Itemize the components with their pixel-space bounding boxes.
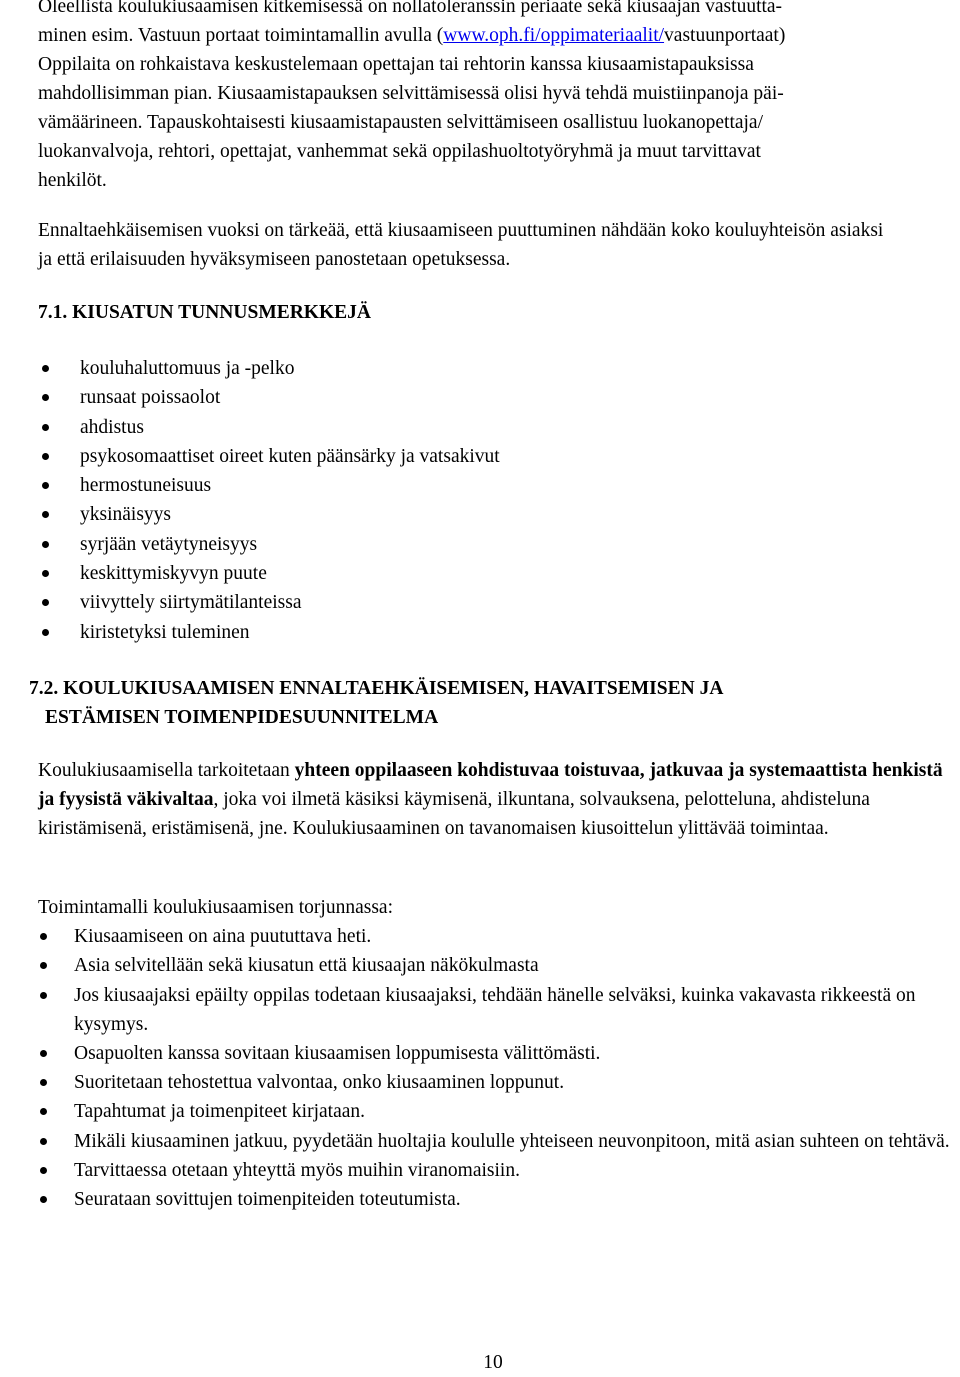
definition-emphasis: yhteen oppilaaseen kohdistuvaa toistuvaa, jatkuvaa ja systemaattista henkistä ja fyysistä väkivaltaa — [38, 760, 943, 810]
intro-line: Oppilaita on rohkaistava keskustelemaan opettajan tai rehtorin kanssa kiusaamistapauksissa — [38, 54, 754, 75]
list-item: Tarvittaessa otetaan yhteyttä myös muihin viranomaisiin. — [38, 1156, 958, 1185]
page-number: 10 — [483, 1352, 503, 1373]
list-item: ahdistus — [38, 413, 500, 442]
model-intro: Toimintamalli koulukiusaamisen torjunnassa: — [38, 897, 393, 918]
list-item: keskittymiskyvyn puute — [38, 559, 500, 588]
list-item: syrjään vetäytyneisyys — [38, 530, 500, 559]
list-item: Osapuolten kanssa sovitaan kiusaamisen loppumisesta välittömästi. — [38, 1039, 958, 1068]
list-item: kiristetyksi tuleminen — [38, 618, 500, 647]
list-item: psykosomaattiset oireet kuten päänsärky ja vatsakivut — [38, 442, 500, 471]
list-item: Jos kiusaajaksi epäilty oppilas todetaan kiusaajaksi, tehdään hänelle selväksi, kuinka vakavasta rikkeestä on kysymys. — [38, 981, 958, 1039]
intro-line: henkilöt. — [38, 170, 107, 191]
definition-paragraph: Koulukiusaamisella tarkoitetaan yhteen oppilaaseen kohdistuvaa toistuvaa, jatkuvaa ja systemaattista henkistä ja fyysistä väkivaltaa, joka voi ilmetä käsiksi käymisenä, ilkuntana, solvauksena, pelotteluna, ahdisteluna kiristämisenä, eristämisenä, jne. Koulukiusaaminen on tavanomaisen kiusoittelun ylittävää toimintaa. — [38, 760, 943, 839]
list-item: Mikäli kiusaaminen jatkuu, pyydetään huoltajia koululle yhteiseen neuvonpitoon, mitä asian suhteen on tehtävä. — [38, 1127, 958, 1156]
oph-link[interactable]: www.oph.fi/oppimateriaalit/ — [443, 25, 665, 46]
prevention-paragraph: Ennaltaehkäisemisen vuoksi on tärkeää, että kiusaamiseen puuttuminen nähdään koko kouluyhteisön asiaksi ja että erilaisuuden hyväksymiseen panostetaan opetuksessa. — [38, 220, 884, 270]
intro-line: mahdollisimman pian. Kiusaamistapauksen selvittämisessä olisi hyvä tehdä muistiinpanoja päi- — [38, 83, 784, 104]
list-item: Suoritetaan tehostettua valvontaa, onko kiusaaminen loppunut. — [38, 1068, 958, 1097]
intro-line: minen esim. Vastuun portaat toimintamallin avulla (www.oph.fi/oppimateriaalit/vastuunportaat) — [38, 25, 786, 46]
list-item: Seurataan sovittujen toimenpiteiden toteutumista. — [38, 1185, 958, 1214]
list-item: kouluhaluttomuus ja -pelko — [38, 354, 500, 383]
list-item: runsaat poissaolot — [38, 383, 500, 412]
list-item: yksinäisyys — [38, 500, 500, 529]
list-item: Asia selvitellään sekä kiusatun että kiusaajan näkökulmasta — [38, 951, 958, 980]
intro-line: Oleellista koulukiusaamisen kitkemisessä on nollatoleranssin periaate sekä kiusaajan vastuutta- — [38, 0, 783, 17]
section-7-1-heading: 7.1. KIUSATUN TUNNUSMERKKEJÄ — [38, 302, 371, 323]
list-item: Kiusaamiseen on aina puututtava heti. — [38, 922, 958, 951]
section-7-2-heading: 7.2. KOULUKIUSAAMISEN ENNALTAEHKÄISEMISEN, HAVAITSEMISEN JA ESTÄMISEN TOIMENPIDESUUNNITELMA — [29, 678, 724, 728]
list-item: hermostuneisuus — [38, 471, 500, 500]
symptom-list — [38, 354, 500, 647]
intro-line: vämäärineen. Tapauskohtaisesti kiusaamistapausten selvittämiseen osallistuu luokanopettaja/ — [38, 112, 764, 133]
intro-line: luokanvalvoja, rehtori, opettajat, vanhemmat sekä oppilashuoltotyöryhmä ja muut tarvittavat — [38, 141, 761, 162]
intro-paragraph — [38, 0, 958, 195]
model-list — [38, 922, 958, 1215]
list-item: Tapahtumat ja toimenpiteet kirjataan. — [38, 1097, 958, 1126]
list-item: viivyttely siirtymätilanteissa — [38, 588, 500, 617]
